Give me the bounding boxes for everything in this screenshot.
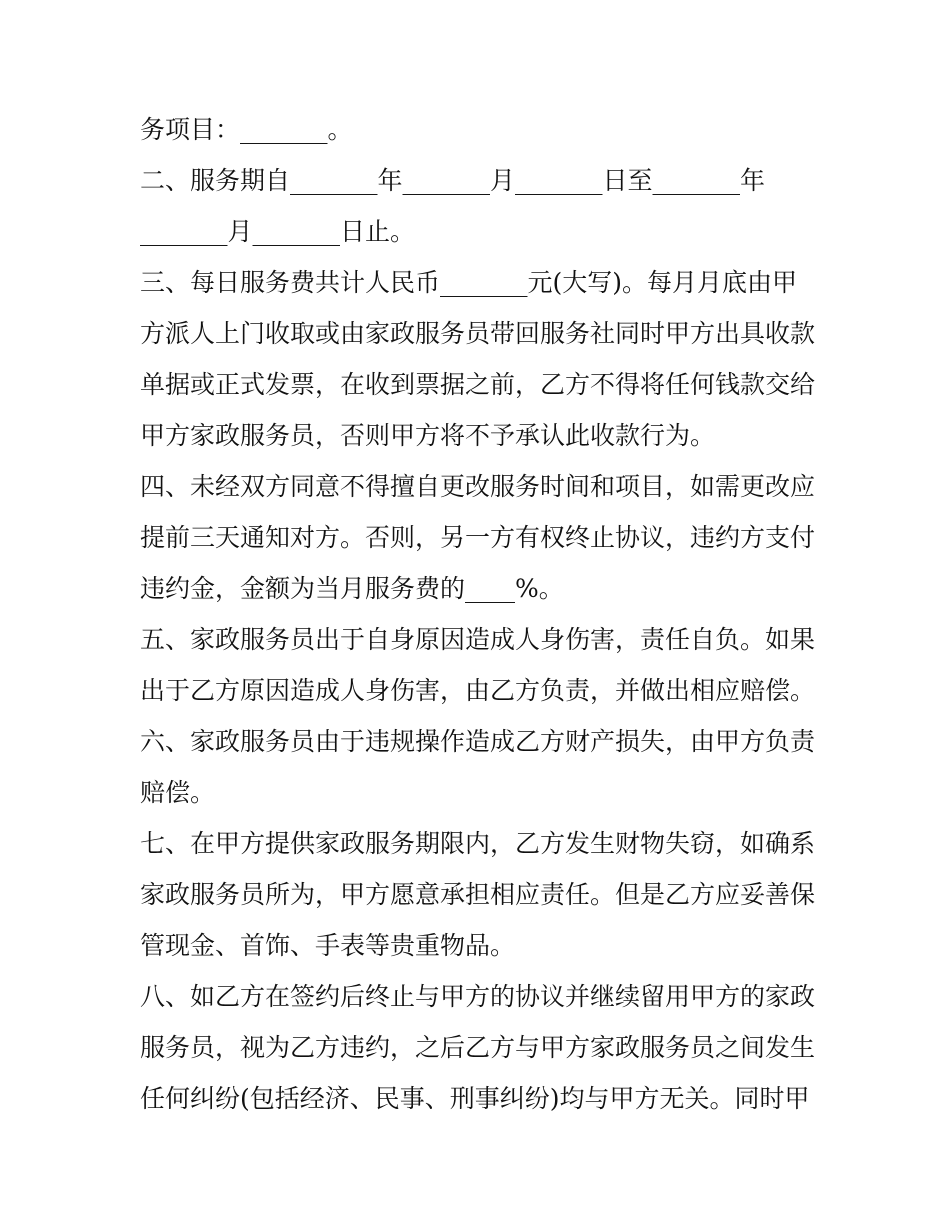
text-line: 七、在甲方提供家政服务期限内，乙方发生财物失窃，如确系 <box>140 829 816 858</box>
text-line: 五、家政服务员出于自身原因造成人身伤害，责任自负。如果 <box>140 625 816 654</box>
text-line: 三、每日服务费共计人民币_______元(大写)。每月月底由甲 <box>140 268 798 297</box>
text-line: 方派人上门收取或由家政服务员带回服务社同时甲方出具收款 <box>140 319 816 348</box>
text-line: 八、如乙方在签约后终止与甲方的协议并继续留用甲方的家政 <box>140 982 816 1011</box>
text-line: 赔偿。 <box>140 778 216 807</box>
text-line: 单据或正式发票，在收到票据之前，乙方不得将任何钱款交给 <box>140 370 816 399</box>
contract-text <box>140 104 820 1124</box>
text-line: 服务员，视为乙方违约，之后乙方与甲方家政服务员之间发生 <box>140 1033 816 1062</box>
text-line: _______月_______日止。 <box>140 217 416 246</box>
text-line: 任何纠纷(包括经济、民事、刑事纠纷)均与甲方无关。同时甲 <box>140 1084 810 1113</box>
text-line: 提前三天通知对方。否则，另一方有权终止协议，违约方支付 <box>140 523 816 552</box>
text-line: 四、未经双方同意不得擅自更改服务时间和项目，如需更改应 <box>140 472 816 501</box>
text-line: 二、服务期自_______年_______月_______日至_______年 <box>140 166 766 195</box>
text-line: 甲方家政服务员，否则甲方将不予承认此收款行为。 <box>140 421 716 450</box>
text-line: 务项目：_______。 <box>140 115 353 144</box>
text-line: 违约金，金额为当月服务费的____%。 <box>140 574 564 603</box>
text-line: 家政服务员所为，甲方愿意承担相应责任。但是乙方应妥善保 <box>140 880 816 909</box>
text-line: 出于乙方原因造成人身伤害，由乙方负责，并做出相应赔偿。 <box>140 676 816 705</box>
text-line: 管现金、首饰、手表等贵重物品。 <box>140 931 516 960</box>
text-line: 六、家政服务员由于违规操作造成乙方财产损失，由甲方负责 <box>140 727 816 756</box>
